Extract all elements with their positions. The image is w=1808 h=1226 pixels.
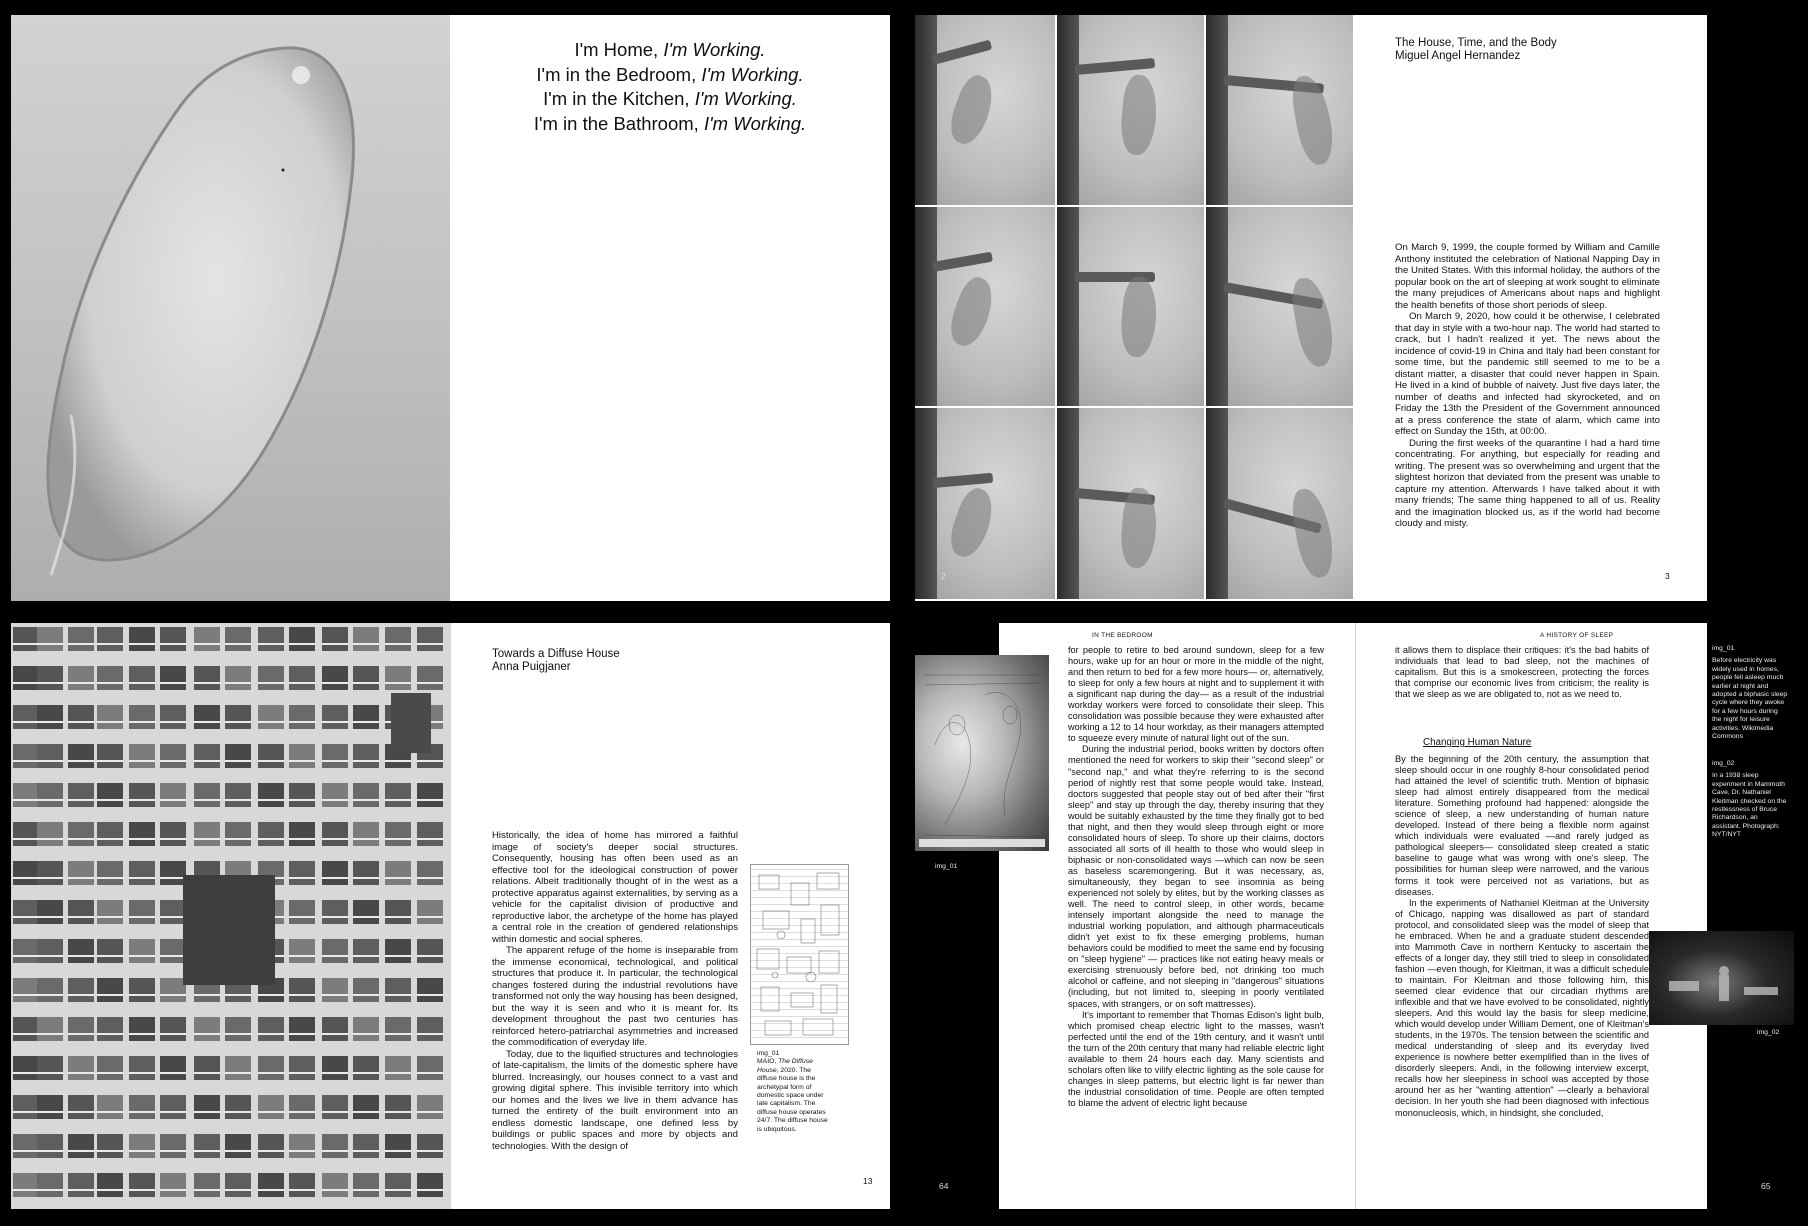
photo-page-ice-puddle [11, 15, 450, 601]
essay-author: Miguel Angel Hernandez [1395, 50, 1521, 62]
caption-text: In a 1938 sleep experiment in Mammoth Cave, Dr. Nathaniel Kleitman checked on the restlessness of Bruce Richardson, an assistant. Photograph: NYT/NYT [1712, 772, 1787, 839]
running-header-right: A HISTORY OF SLEEP [1540, 632, 1614, 639]
right-page-65 [1355, 623, 1794, 1209]
figure-caption [757, 1050, 829, 1134]
image-label-right: img_02 [1757, 1029, 1780, 1036]
puddle-shape [48, 48, 354, 560]
spread-im-home [11, 15, 890, 601]
spread-house-time-body [915, 15, 1794, 601]
essay-paragraph: On March 9, 1999, the couple formed by William and Camille Anthony instituted the celebration of National Napping Day in the United States. With this informal holiday, the authors of the popular book on the art of sleeping at work sought to eliminate the many prejudices of Americans about naps and highlight the health benefits of those short periods of sleep. [1395, 242, 1660, 311]
body-paragraph: In the experiments of Nathaniel Kleitman at the University of Chicago, napping was disallowed as part of standard protocol, and consolidated sleep was the model of sleep that he embraced. When he and a graduate student descended into Mammoth Cave in northern Kentucky to ascertain the effects of a longer day, they still tried to sleep in consolidated fashion —even though, for Kleitman, it was a difficult schedule to maintain. For Kleitman and those following him, this seemed clear evidence that our circadian rhythms are inflexible and that we have evolved to be consolidated, nightly sleepers. And this would lay the basis for sleep medicine, which would develop under William Dement, one of Kleitman's students, in the 1970s. The tension between the scientific and medical understanding of sleep and its everyday lived experience is nowhere better exemplified than in the lives of disorderly sleepers. Andi, in the following interview excerpt, recalls how her sleepiness in school was accepted by those around her as her "wanting attention" —clearly a behavioral decision. In her youth she had been diagnosed with infectious mononucleosis, which, in hindsight, she concluded, [1395, 897, 1649, 1118]
essay-page [451, 623, 890, 1209]
photo-tile [915, 15, 1057, 207]
diffuse-house-drawing [750, 864, 849, 1045]
caption-text: MAIO, The Diffuse House, 2020. The diffuse house is the archetypal form of domestic space under late capitalism. The diffuse house operates 24/7. The diffuse house is ubiquitous. [757, 1058, 828, 1133]
spread-diffuse-house [11, 623, 890, 1209]
essay-body [1395, 242, 1660, 530]
body-column-left [1068, 645, 1324, 1109]
essay-title [492, 648, 620, 674]
page-number-left: 2 [941, 571, 946, 581]
body-paragraph: During the industrial period, books written by doctors often mentioned the need for workers to skip their "second sleep" or "second nap," and what they're referring to is the second period of nightly rest that some people would take. Instead, doctors suggested that people stay out of bed after their "first sleep" and stay up through the day, thereby insuring that they would be suitably exhausted by the time they finally got to bed that night, and then they would sleep through eight or more consolidated hours of sleep. To shore up their claims, doctors associated all sorts of ill health to those who would sleep in biphasic or non-consolidated ways —which can now be seen as baseless scaremongering. But it was necessary, as, simultaneously, they began to see insomnia as being experienced not solely by elites, but by the working classes as well. The need to control sleep, in other words, became intensely important alongside the need to manage the industrial working population, and although pharmaceuticals didn't yet exist to fix these emerging problems, human behaviors could be modified to meet the same end by focusing on "sleep hygiene" — practices like not eating heavy meals or exercising strenuously before bed, not drinking too much alcohol or caffeine, and not sleeping in "dangerous" situations (including, but not limited to, sleeping in poorly ventilated spaces, with strangers, or on soft mattresses). [1068, 744, 1324, 1009]
left-page-64 [915, 623, 1355, 1209]
photo-page-building [11, 623, 451, 1209]
headline-line-3: I'm in the Kitchen, I'm Working. [543, 88, 797, 109]
caption-label: img_02 [1712, 760, 1735, 767]
side-caption-2 [1712, 760, 1788, 840]
essay-title-text: The House, Time, and the Body [1395, 37, 1557, 49]
essay-paragraph: Historically, the idea of home has mirrored a faithful image of society's deeper social structures. Consequently, housing has often been used as an effective tool for the ideological construction of power relations. Albeit traditionally thought of in the west as a protective apparatus against externalities, by serving as a vehicle for the capitalist division of productive and reproductive labor, the archetype of the home has played a central role in the creation of gendered relationships within domestic and social spheres. [492, 830, 738, 945]
black-margin-bar [1707, 15, 1794, 601]
body-paragraph: for people to retire to bed around sundown, sleep for a few hours, wake up for an hour or more in the middle of the night, and then return to bed for a few more hours— or, alternatively, to sleep for only a few hours at night and to supplement it with a significant nap during the day— as a result of the industrial workday workers were forced to consolidate their sleep. This consolidation was possible because they were exhausted after working a 12 to 14 hour workday, as their managers attempted to squeeze every minute of natural light out of the sun. [1068, 645, 1324, 744]
headline-line-2: I'm in the Bedroom, I'm Working. [536, 63, 804, 85]
body-paragraph: By the beginning of the 20th century, the assumption that sleep should occur in one roughly 8-hour consolidated period had attained the level of scientific truth. Mention of biphasic sleep had almost entirely disappeared from the medical literature. Something profound had happened: alongside the science of sleep, a new understanding of human nature developed. Instead of there being a flexible norm against which individuals were evaluated —and rarely judged as pathological sleepers— consolidated sleep created a static baseline to gauge what was wrong with one's sleep. The possibilities for human sleep were narrowed, and the various forms it took were perceived not as variations, but as diseases. [1395, 754, 1649, 897]
caption-label: img_01 [1712, 645, 1735, 652]
photo-tile [1057, 207, 1206, 408]
image-label: img_01 [935, 863, 958, 870]
essay-paragraph: On March 9, 2020, how could it be otherwise, I celebrated that day in style with a two-hour nap. The world had started to crack, but I hadn't realized it yet. The news about the incidence of covid-19 in China and Italy had been constant for some time, but the pandemic still seemed to me to be a distant matter, a disaster that could never happen in Spain. He lived in a kind of bubble of naivety. Just five days later, the number of deaths and infected had skyrocketed, and on Friday the 13th the President of the Government announced at a press conference the state of alarm, which came into effect on Sunday the 15th, at 00:00. [1395, 311, 1660, 437]
page-number-left: 64 [939, 1181, 949, 1191]
photo-tile [915, 207, 1057, 408]
page-number-right: 65 [1761, 1181, 1771, 1191]
headline-line-1: I'm Home, I'm Working. [574, 39, 766, 60]
side-caption-1 [1712, 645, 1788, 741]
apartment-building-photo [11, 623, 451, 1209]
essay-paragraph: The apparent refuge of the home is inseparable from the immense economical, technological, and political structures that produce it. In particular, the technological changes fostered during the industrial revolutions have transformed not only the way housing has been designed, but the way it is seen and who it is meant for. Its development throughout the past two centuries has reinforced hetero-patriarchal asymmetries and increased the commodification of everyday life. [492, 945, 738, 1048]
photo-tile [1206, 207, 1355, 408]
headline-line-4: I'm in the Bathroom, I'm Working. [533, 112, 807, 134]
essay-title [1395, 37, 1557, 63]
essay-author: Anna Puigjaner [492, 661, 571, 673]
page-divider [1355, 623, 1356, 1209]
cave-photo [1649, 931, 1794, 1025]
photo-tile [1057, 408, 1206, 601]
essay-paragraph: Today, due to the liquified structures and technologies of late-capitalism, the limits of the domestic sphere have blurred. Increasingly, our houses connect to a vast and growing digital sphere. This invisible territory into which our homes and the lives we live in them advance has turned the entirety of the built environment into an endless domestic landscape, one defined less by buildings or public spaces and more by objects and technologies. With the design of [492, 1048, 738, 1152]
body-column-right-top: it allows them to displace their critiques: it's the bad habits of individuals that lead to bad sleep, not the machines of capitalism. But this is a smokescreen, protecting the forces that comprise our economic lives from criticism; the reality is that we sleep as we are obligated to, not as we need to. [1395, 645, 1649, 700]
photo-tile [1206, 15, 1355, 207]
essay-paragraph: During the first weeks of the quarantine I had a hard time concentrating. For anything, but especially for reading and writing. The present was so overwhelming and urgent that the slightest horizon that deviated from the present was unable to capture my attention. Afterwards I have talked about it with many friends; The same thing happened to all of us. Reality and the imagination blocked us, as if the world had become cloudy and misty. [1395, 437, 1660, 529]
photo-grid-page [915, 15, 1355, 601]
caption-text: Before electricity was widely used in homes, people fell asleep much earlier at night and adopted a biphasic sleep cycle where they awoke for a few hours during the night for leisure activities. Wikimedia Commons [1712, 657, 1788, 741]
photo-tile [1206, 408, 1355, 601]
essay-body [492, 830, 738, 1152]
essay-page [1355, 15, 1794, 601]
running-header-left: IN THE BEDROOM [1092, 632, 1153, 639]
photo-tile [1057, 15, 1206, 207]
page-number: 13 [863, 1176, 873, 1186]
essay-title-text: Towards a Diffuse House [492, 648, 620, 660]
page-number-right: 3 [1665, 571, 1670, 581]
engraving-image [915, 655, 1049, 851]
ice-puddle-photo [11, 15, 450, 601]
caption-label: img_01 [757, 1050, 780, 1057]
headline [450, 38, 890, 136]
body-paragraph: It's important to remember that Thomas Edison's light bulb, which promised cheap electric light to the masses, wasn't perfected until the end of the 19th century, and it wasn't until the turn of the 20th century that many had reliable electric light available to them 24 hours each day. Many scientists and scholars often like to vilify electric lighting as the sole cause for changes in sleep patterns, but electric light is far newer than the industrial consolidation of time. People are often tempted to blame the advent of electric light because [1068, 1009, 1324, 1108]
body-column-right [1395, 754, 1649, 1119]
photo-tile [915, 408, 1057, 601]
spread-history-of-sleep [915, 623, 1794, 1209]
section-subheading: Changing Human Nature [1423, 737, 1532, 748]
headline-page [450, 15, 890, 601]
